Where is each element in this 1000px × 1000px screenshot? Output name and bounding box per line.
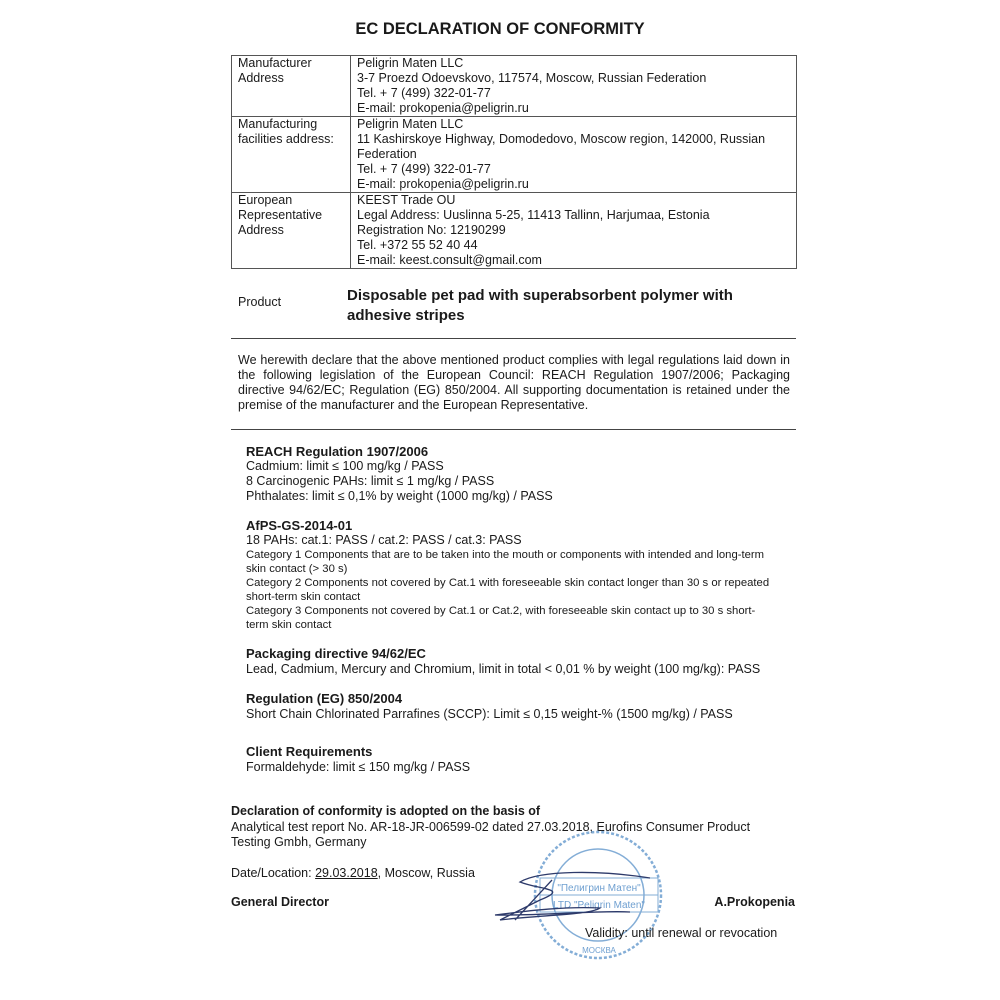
afps-note: Category 1 Components that are to be taken into the mouth or components with intended and long-term: [246, 549, 765, 561]
product-name: Disposable pet pad with superabsorbent polymer with adhesive stripes: [347, 287, 733, 324]
cell-line: Registration No: 12190299: [357, 223, 506, 237]
reach-line: Cadmium: limit ≤ 100 mg/kg / PASS: [246, 459, 444, 473]
cell-line: Legal Address: Uuslinna 5-25, 11413 Tallinn, Harjumaa, Estonia: [357, 208, 710, 222]
declaration-text: We herewith declare that the above mentioned product complies with legal regulations laid down in the following legislation of the European Council: REACH Regulation 1907/2006; Packaging directive 94/62/EC; Regulation (EG) 850/2004. All supporting documentation is retained under the premise of the manufacturer and the European Representative.: [238, 353, 790, 412]
cell-line: E-mail: keest.consult@gmail.com: [357, 253, 542, 267]
document-title: EC DECLARATION OF CONFORMITY: [355, 20, 645, 38]
date-location: [231, 866, 475, 881]
cell-line: Tel. + 7 (499) 322-01-77: [357, 162, 491, 176]
cell-line: E-mail: prokopenia@peligrin.ru: [357, 177, 529, 191]
row-label: Address: [238, 71, 284, 85]
cell-line: Peligrin Maten LLC: [357, 117, 464, 131]
reach-heading: REACH Regulation 1907/2006: [246, 444, 429, 459]
cell-line: Federation: [357, 147, 417, 161]
divider: [231, 429, 796, 430]
afps-note: Category 3 Components not covered by Cat.1 or Cat.2, with foreseeable skin contact up to 30 s short-: [246, 605, 756, 617]
row-label: Representative: [238, 208, 323, 222]
cell-line: E-mail: prokopenia@peligrin.ru: [357, 101, 529, 115]
table-row: [232, 56, 797, 117]
basis-line: Testing Gmbh, Germany: [231, 835, 367, 849]
afps-note: skin contact (> 30 s): [246, 563, 348, 575]
stamp-line1: "Пелигрин Матен": [557, 883, 641, 894]
row-label: facilities address:: [238, 132, 334, 146]
date-value: 29.03.2018: [315, 866, 378, 880]
packaging-heading: Packaging directive 94/62/EC: [246, 646, 426, 661]
row-label: Manufacturer: [238, 56, 312, 70]
regulation-line: Short Chain Chlorinated Parrafines (SCCP): Limit ≤ 0,15 weight-% (1500 mg/kg) / PASS: [246, 707, 733, 721]
cell-line: Tel. +372 55 52 40 44: [357, 238, 478, 252]
row-label: Manufacturing: [238, 117, 318, 131]
stamp-line2: LTD "Peligrin Maten": [553, 900, 645, 911]
regulation-heading: Regulation (EG) 850/2004: [246, 691, 403, 706]
client-heading: Client Requirements: [246, 744, 373, 759]
signature: [495, 872, 650, 920]
afps-line: 18 PAHs: cat.1: PASS / cat.2: PASS / cat.3: PASS: [246, 533, 522, 547]
reach-line: Phthalates: limit ≤ 0,1% by weight (1000 mg/kg) / PASS: [246, 489, 553, 503]
product-label: Product: [238, 295, 282, 309]
cell-line: Tel. + 7 (499) 322-01-77: [357, 86, 491, 100]
reach-line: 8 Carcinogenic PAHs: limit ≤ 1 mg/kg / PASS: [246, 474, 495, 488]
divider: [231, 338, 796, 339]
afps-note: short-term skin contact: [246, 591, 361, 603]
client-line: Formaldehyde: limit ≤ 150 mg/kg / PASS: [246, 760, 471, 774]
afps-note: Category 2 Components not covered by Cat.1 with foreseeable skin contact longer than 30 s or repeated: [246, 577, 770, 589]
date-label: Date/Location:: [231, 866, 316, 880]
location: , Moscow, Russia: [377, 866, 475, 880]
cell-line: 3-7 Proezd Odoevskovo, 117574, Moscow, Russian Federation: [357, 71, 707, 85]
cell-line: Peligrin Maten LLC: [357, 56, 464, 70]
company-stamp: [480, 820, 700, 980]
packaging-line: Lead, Cadmium, Mercury and Chromium, limit in total < 0,01 % by weight (100 mg/kg): PASS: [246, 662, 761, 676]
afps-heading: AfPS-GS-2014-01: [246, 518, 353, 533]
table-row: [232, 193, 797, 269]
row-label: European: [238, 193, 293, 207]
afps-note: term skin contact: [246, 619, 332, 631]
basis-heading: Declaration of conformity is adopted on the basis of: [231, 804, 541, 818]
stamp-ring-text: МОСКВА: [582, 946, 616, 955]
signatory-role: General Director: [231, 895, 329, 909]
validity-text: Validity: until renewal or revocation: [585, 926, 778, 940]
signatory-name: A.Prokopenia: [714, 895, 795, 909]
address-table: [231, 55, 797, 269]
table-row: [232, 117, 797, 193]
row-label: Address: [238, 223, 284, 237]
cell-line: 11 Kashirskoye Highway, Domodedovo, Moscow region, 142000, Russian: [357, 132, 766, 146]
cell-line: KEEST Trade OU: [357, 193, 456, 207]
basis-line: Analytical test report No. AR-18-JR-006599-02 dated 27.03.2018, Eurofins Consumer Product: [231, 820, 751, 834]
